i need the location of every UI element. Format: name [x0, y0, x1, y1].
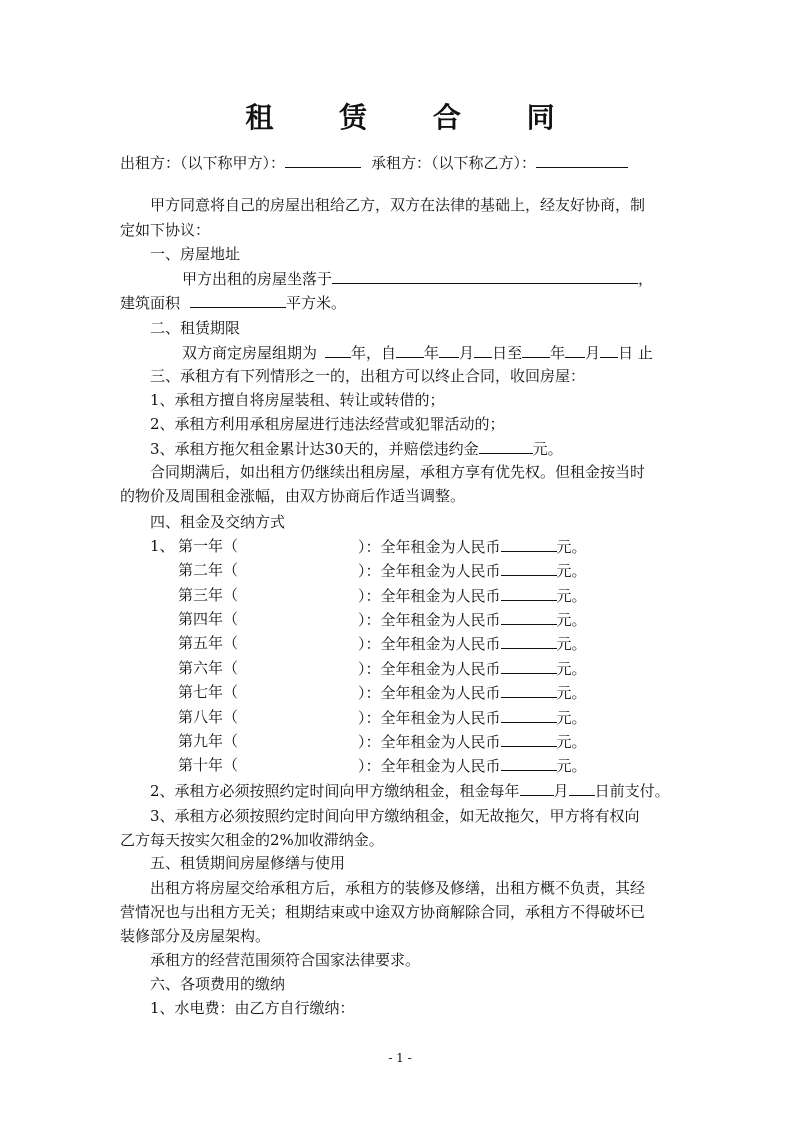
lessee-blank — [536, 152, 628, 168]
year-amount — [358, 560, 587, 580]
parties-line — [120, 152, 628, 172]
end-day-blank — [600, 342, 618, 358]
address-blank — [332, 268, 638, 284]
start-month-blank — [439, 342, 459, 358]
page-number: - 1 - — [388, 1051, 412, 1065]
year-label: 第四年（ — [178, 610, 239, 628]
year-mid-text: ）：全年租金为人民币 — [358, 709, 501, 727]
start-year-blank — [396, 342, 424, 358]
address-suffix: ， — [638, 270, 654, 288]
address-prefix: 甲方出租的房屋坐落于 — [182, 270, 333, 288]
intro-line-1: 甲方同意将自己的房屋出租给乙方，双方在法律的基础上，经友好协商，制 — [150, 196, 646, 214]
year-amount — [358, 609, 587, 629]
s5-para-line-2: 营情况也与出租方无关；租期结束或中途双方协商解除合同，承租方不得破坏已 — [120, 903, 646, 921]
lessor-blank — [285, 152, 361, 168]
s4-item-3-line-1: 3、承租方必须按照约定时间向甲方缴纳租金，如无故拖欠，甲方将有权向 — [150, 807, 640, 825]
s5-para-line-3: 装修部分及房屋架构。 — [120, 927, 271, 945]
year-mid-text: ）：全年租金为人民币 — [358, 684, 501, 702]
year-amount — [358, 633, 587, 653]
area-suffix: 平方米。 — [286, 294, 347, 312]
year-amount — [358, 731, 587, 751]
rent-amount-blank — [501, 560, 557, 576]
section-3-heading: 三、承租方有下列情形之一的，出租方可以终止合同，收回房屋： — [150, 367, 586, 385]
year-amount — [358, 755, 587, 775]
lessee-label: 承租方：（以下称乙方）： — [371, 154, 537, 172]
term-text-g: 月 — [585, 344, 601, 362]
year-label: 第一年（ — [178, 537, 239, 555]
rent-amount-blank — [501, 755, 557, 771]
year-mid-text: ）：全年租金为人民币 — [358, 635, 501, 653]
s4-item-1-prefix: 1、 — [150, 537, 175, 555]
year-label: 第五年（ — [178, 634, 239, 652]
rent-amount-blank — [501, 536, 557, 552]
year-mid-text: ）：全年租金为人民币 — [358, 587, 501, 605]
term-text-c: 年 — [424, 344, 440, 362]
rent-amount-blank — [501, 609, 557, 625]
s3-para-line-2: 的物价及周围租金涨幅，由双方协商后作适当调整。 — [120, 487, 466, 505]
year-amount — [358, 682, 587, 702]
year-amount — [358, 707, 587, 727]
lessor-label: 出租方：（以下称甲方）： — [120, 154, 286, 172]
year-mid-text: ）：全年租金为人民币 — [358, 562, 501, 580]
term-text-b: 年，自 — [351, 344, 397, 362]
s4-item-2-text-b: 月 — [553, 782, 569, 800]
year-end-text: 元。 — [556, 587, 587, 605]
intro-line-2: 定如下协议： — [120, 221, 211, 239]
start-day-blank — [474, 342, 492, 358]
s5-para-line-1: 出租方将房屋交给承租方后，承租方的装修及修缮，出租方概不负责，其经 — [150, 879, 646, 897]
s3-item-2: 2、承租方利用承租房屋进行违法经营或犯罪活动的； — [150, 415, 505, 433]
year-amount — [358, 658, 587, 678]
year-end-text: 元。 — [556, 611, 587, 629]
term-text-a: 双方商定房屋组期为 — [182, 344, 318, 362]
year-label: 第八年（ — [178, 708, 239, 726]
year-mid-text: ）：全年租金为人民币 — [358, 660, 501, 678]
term-text-h: 日 止 — [618, 344, 653, 362]
rent-amount-blank — [501, 707, 557, 723]
area-prefix: 建筑面积 — [120, 294, 181, 312]
s3-item-1: 1、承租方擅自将房屋装租、转让或转借的； — [150, 391, 445, 409]
term-line — [182, 342, 653, 362]
year-label: 第七年（ — [178, 683, 239, 701]
rent-amount-blank — [501, 731, 557, 747]
s4-item-3-line-2: 乙方每天按实欠租金的2%加收滞纳金。 — [120, 831, 384, 849]
year-end-text: 元。 — [556, 733, 587, 751]
year-end-text: 元。 — [556, 757, 587, 775]
area-line — [120, 292, 346, 312]
s3-item-3-suffix: 元。 — [532, 440, 563, 458]
s3-para-line-1: 合同期满后，如出租方仍继续出租房屋，承租方享有优先权。但租金按当时 — [150, 463, 646, 481]
pay-day-blank — [569, 780, 595, 796]
section-1-heading: 一、房屋地址 — [150, 245, 241, 263]
s3-item-3-prefix: 3、承租方拖欠租金累计达30天的，并赔偿违约金 — [150, 440, 479, 458]
year-end-text: 元。 — [556, 538, 587, 556]
year-end-text: 元。 — [556, 635, 587, 653]
year-mid-text: ）：全年租金为人民币 — [358, 611, 501, 629]
year-label: 第九年（ — [178, 732, 239, 750]
year-end-text: 元。 — [556, 684, 587, 702]
s5-para-2: 承租方的经营范围须符合国家法律要求。 — [150, 951, 421, 969]
year-label: 第十年（ — [178, 756, 239, 774]
term-years-blank — [325, 342, 351, 358]
year-label: 第三年（ — [178, 586, 239, 604]
rent-amount-blank — [501, 658, 557, 674]
s4-item-2 — [150, 780, 670, 800]
year-label: 第二年（ — [178, 561, 239, 579]
year-mid-text: ）：全年租金为人民币 — [358, 757, 501, 775]
s4-item-2-text-a: 2、承租方必须按照约定时间向甲方缴纳租金，租金每年 — [150, 782, 520, 800]
year-end-text: 元。 — [556, 660, 587, 678]
section-2-heading: 二、租赁期限 — [150, 319, 241, 337]
year-mid-text: ）：全年租金为人民币 — [358, 538, 501, 556]
term-text-f: 年 — [550, 344, 566, 362]
section-4-heading: 四、租金及交纳方式 — [150, 513, 286, 531]
year-mid-text: ）：全年租金为人民币 — [358, 733, 501, 751]
rent-amount-blank — [501, 633, 557, 649]
rent-amount-blank — [501, 585, 557, 601]
end-year-blank — [522, 342, 550, 358]
year-end-text: 元。 — [556, 562, 587, 580]
s3-item-3 — [150, 438, 563, 458]
section-5-heading: 五、租赁期间房屋修缮与使用 — [150, 854, 346, 872]
section-6-heading: 六、各项费用的缴纳 — [150, 975, 286, 993]
year-label: 第六年（ — [178, 659, 239, 677]
year-end-text: 元。 — [556, 709, 587, 727]
s4-item-2-text-c: 日前支付。 — [594, 782, 670, 800]
year-amount — [358, 585, 587, 605]
rent-amount-blank — [501, 682, 557, 698]
penalty-blank — [479, 438, 533, 454]
area-blank — [190, 292, 286, 308]
term-text-d: 月 — [459, 344, 475, 362]
pay-month-blank — [520, 780, 554, 796]
document-title: 租 赁 合 同 — [245, 101, 583, 134]
end-month-blank — [565, 342, 585, 358]
address-line — [182, 268, 653, 288]
s6-item-1: 1、水电费：由乙方自行缴纳： — [150, 999, 355, 1017]
year-amount — [358, 536, 587, 556]
term-text-e: 日至 — [492, 344, 523, 362]
